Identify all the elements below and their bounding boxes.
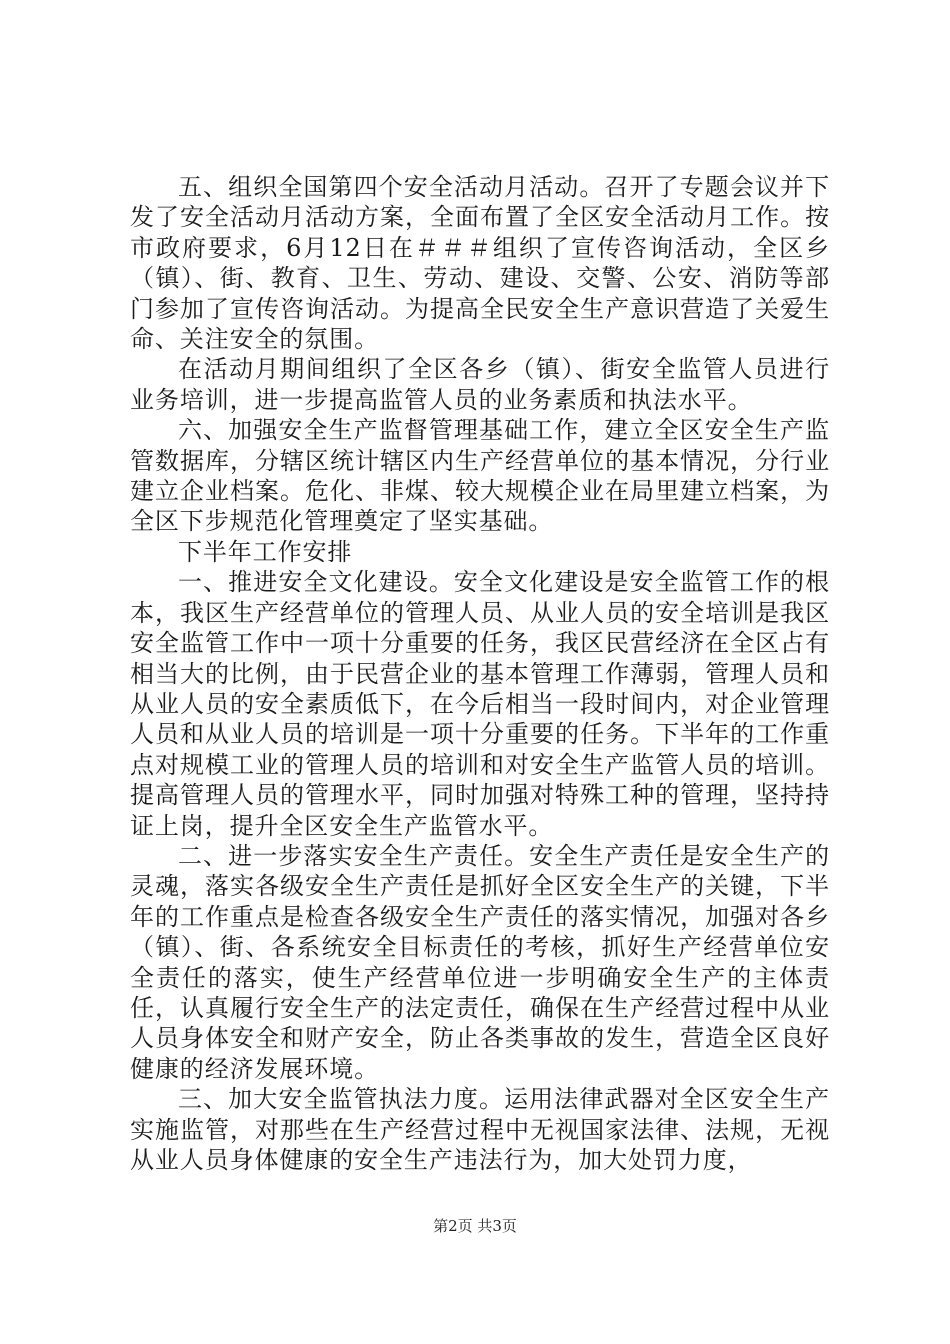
paragraph-safety-culture: 一、推进安全文化建设。安全文化建设是安全监管工作的根本，我区生产经营单位的管理人员、从业人员的安全培训是我区安全监管工作中一项十分重要的任务，我区民营经济在全区占有相当大的比例，由于民营企业的基本管理工作薄弱，管理人员和从业人员的安全素质低下，在今后相当一段时间内，对企业管理人员和从业人员的培训是一项十分重要的任务。下半年的工作重点对规模工业的管理人员的培训和对安全生产监管人员的培训。提高管理人员的管理水平，同时加强对特殊工种的管理，坚持持证上岗，提升全区安全生产监管水平。	[130, 568, 830, 840]
page-footer: 第2页 共3页	[433, 1217, 517, 1235]
section-heading-second-half-plan: 下半年工作安排	[178, 537, 353, 566]
paragraph-activity-month: 五、组织全国第四个安全活动月活动。召开了专题会议并下发了安全活动月活动方案，全面布置了全区安全活动月工作。按市政府要求，6月12日在＃＃＃组织了宣传咨询活动，全区乡（镇）、街、教育、卫生、劳动、建设、交警、公安、消防等部门参加了宣传咨询活动。为提高全民安全生产意识营造了关爱生命、关注安全的氛围。	[130, 173, 830, 354]
paragraph-enforcement: 三、加大安全监管执法力度。运用法律武器对全区安全生产实施监管，对那些在生产经营过程中无视国家法律、法规，无视从业人员身体健康的安全生产违法行为，加大处罚力度，	[130, 1085, 830, 1174]
document-body	[130, 172, 830, 1175]
paragraph-training: 在活动月期间组织了全区各乡（镇）、街安全监管人员进行业务培训，进一步提高监管人员的业务素质和执法水平。	[130, 355, 830, 414]
paragraph-responsibility: 二、进一步落实安全生产责任。安全生产责任是安全生产的灵魂，落实各级安全生产责任是抓好全区安全生产的关键，下半年的工作重点是检查各级安全生产责任的落实情况，加强对各乡（镇）、街、各系统安全目标责任的考核，抓好生产经营单位安全责任的落实，使生产经营单位进一步明确安全生产的主体责任，认真履行安全生产的法定责任，确保在生产经营过程中从业人员身体安全和财产安全，防止各类事故的发生，营造全区良好健康的经济发展环境。	[130, 841, 830, 1083]
paragraph-database: 六、加强安全生产监督管理基础工作，建立全区安全生产监管数据库，分辖区统计辖区内生产经营单位的基本情况，分行业建立企业档案。危化、非煤、较大规模企业在局里建立档案，为全区下步规范化管理奠定了坚实基础。	[130, 416, 830, 536]
